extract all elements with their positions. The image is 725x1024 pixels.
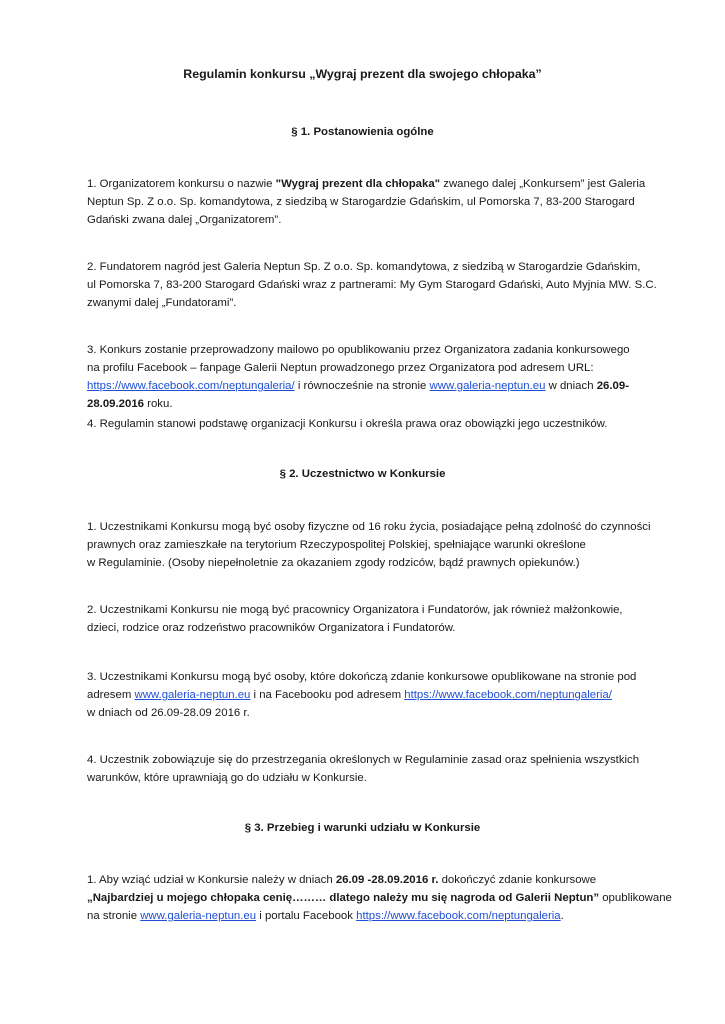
text-span: w dniach [545, 380, 597, 392]
text-span: . [560, 910, 564, 922]
paragraph-line: dzieci, rodzice oraz rodzeństwo pracowników Organizatora i Fundatorów. [87, 622, 456, 634]
paragraph-line: 4. Regulamin stanowi podstawę organizacji Konkursu i określa prawa oraz obowiązki jego uczestników. [87, 418, 608, 430]
paragraph-line: na profilu Facebook – fanpage Galerii Neptun prowadzonego przez Organizatora pod adresem URL: [87, 362, 594, 374]
paragraph-line: 2. Fundatorem nagród jest Galeria Neptun Sp. Z o.o. Sp. komandytowa, z siedzibą w Starogardzie Gdańskim, [87, 261, 641, 273]
paragraph-line [87, 871, 647, 889]
section-3-heading: § 3. Przebieg i warunki udziału w Konkursie [244, 822, 481, 834]
section-2-paragraph-3 [87, 668, 647, 722]
section-2-paragraph-2 [87, 601, 647, 637]
paragraph-line: 3. Uczestnikami Konkursu mogą być osoby, które dokończą zdanie konkursowe opublikowane na stronie pod [87, 671, 637, 683]
paragraph-line [87, 889, 672, 907]
section-1-heading: § 1. Postanowienia ogólne [291, 126, 434, 138]
document-title: Regulamin konkursu „Wygraj prezent dla swojego chłopaka” [183, 67, 542, 81]
text-span: i równocześnie na stronie [294, 380, 430, 392]
paragraph-line [87, 377, 647, 395]
text-span: i portalu Facebook [256, 910, 357, 922]
section-1-paragraph-2 [87, 258, 657, 312]
paragraph-line: 3. Konkurs zostanie przeprowadzony mailowo po opublikowaniu przez Organizatora zadania konkursowego [87, 344, 630, 356]
contest-sentence-bold: „Najbardziej u mojego chłopaka cenię……… dlatego należy mu się nagroda od Galerii Neptun” [87, 892, 600, 904]
paragraph-line: 4. Uczestnik zobowiązuje się do przestrzegania określonych w Regulaminie zasad oraz spełnienia wszystkich [87, 754, 640, 766]
paragraph-line: Gdański zwana dalej „Organizatorem”. [87, 214, 282, 226]
paragraph-line: ul Pomorska 7, 83-200 Starogard Gdański wraz z partnerami: My Gym Starogard Gdański, Auto Myjnia MW. S.C. [87, 279, 657, 291]
facebook-link[interactable]: https://www.facebook.com/neptungaleria [356, 910, 561, 922]
website-link[interactable]: www.galeria-neptun.eu [429, 380, 546, 392]
paragraph-line [87, 175, 647, 193]
paragraph-line: warunków, które uprawniają go do udziału w Konkursie. [87, 772, 367, 784]
section-1-paragraph-1 [87, 175, 647, 229]
text-span: na stronie [87, 910, 141, 922]
text-span: zwanego dalej „Konkursem” jest Galeria [440, 178, 646, 190]
website-link[interactable]: www.galeria-neptun.eu [134, 689, 251, 701]
paragraph-line [87, 395, 647, 413]
text-span: adresem [87, 689, 135, 701]
facebook-link[interactable]: https://www.facebook.com/neptungaleria/ [404, 689, 612, 701]
paragraph-line: w dniach od 26.09-28.09 2016 r. [87, 707, 250, 719]
date-bold: 26.09- [596, 380, 630, 392]
paragraph-line: prawnych oraz zamieszkałe na terytorium Rzeczypospolitej Polskiej, spełniające warunki określone [87, 539, 586, 551]
contest-name-bold: "Wygraj prezent dla chłopaka" [275, 178, 441, 190]
paragraph-line: w Regulaminie. (Osoby niepełnoletnie za okazaniem zgody rodziców, bądź prawnych opiekunów.) [87, 557, 580, 569]
paragraph-line: 1. Uczestnikami Konkursu mogą być osoby fizyczne od 16 roku życia, posiadające pełną zdolność do czynności [87, 521, 651, 533]
section-1-paragraph-3 [87, 341, 647, 413]
paragraph-line [87, 907, 647, 925]
facebook-link[interactable]: https://www.facebook.com/neptungaleria/ [87, 380, 295, 392]
date-bold: 26.09 -28.09.2016 r. [335, 874, 439, 886]
date-bold: 28.09.2016 [87, 398, 145, 410]
text-span: opublikowane [599, 892, 672, 904]
text-span: 1. Organizatorem konkursu o nazwie [87, 178, 276, 190]
text-span: dokończyć zdanie konkursowe [438, 874, 597, 886]
section-2-heading: § 2. Uczestnictwo w Konkursie [279, 468, 446, 480]
section-1-paragraph-4 [87, 415, 647, 433]
website-link[interactable]: www.galeria-neptun.eu [140, 910, 257, 922]
section-2-paragraph-1 [87, 518, 651, 572]
section-2-paragraph-4 [87, 751, 647, 787]
text-span: i na Facebooku pod adresem [250, 689, 405, 701]
paragraph-line [87, 686, 647, 704]
paragraph-line: 2. Uczestnikami Konkursu nie mogą być pracownicy Organizatora i Fundatorów, jak również małżonkowie, [87, 604, 623, 616]
text-span: 1. Aby wziąć udział w Konkursie należy w dniach [87, 874, 336, 886]
text-span: roku. [144, 398, 173, 410]
section-3-paragraph-1 [87, 871, 672, 925]
paragraph-line: zwanymi dalej „Fundatorami”. [87, 297, 237, 309]
paragraph-line: Neptun Sp. Z o.o. Sp. komandytowa, z siedzibą w Starogardzie Gdańskim, ul Pomorska 7, 83-200 Starogard [87, 196, 635, 208]
